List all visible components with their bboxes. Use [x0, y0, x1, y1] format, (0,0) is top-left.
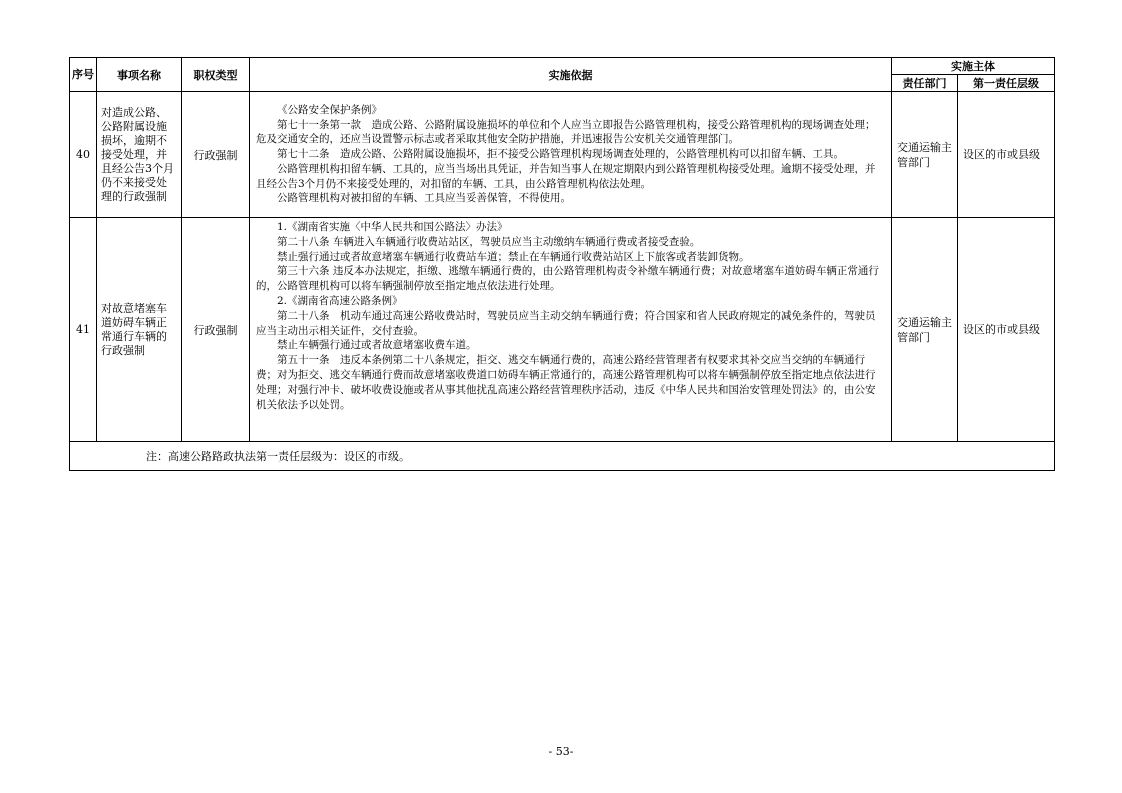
row-item-name: 对造成公路、公路附属设施损坏，逾期不接受处理，并且经公告3个月仍不来接受处理的行政强制 — [97, 92, 182, 218]
basis-paragraph: 公路管理机构对被扣留的车辆、工具应当妥善保管，不得使用。 — [277, 192, 571, 205]
basis-paragraph: 禁止强行通过或者故意堵塞车辆通行收费站车道；禁止在车辆通行收费站站区上下旅客或者装卸货物。 — [277, 250, 750, 263]
header-dept: 责任部门 — [892, 75, 958, 92]
basis-paragraph: 第二十八条 车辆进入车辆通行收费站站区，驾驶员应当主动缴纳车辆通行费或者接受查验。 — [277, 235, 701, 248]
row-level: 设区的市或县级 — [958, 92, 1055, 218]
header-power-type: 职权类型 — [182, 58, 250, 92]
page-number: - 53- — [548, 745, 574, 758]
row-dept: 交通运输主管部门 — [892, 92, 958, 218]
basis-paragraph: 《公路安全保护条例》 — [277, 103, 382, 116]
table-note: 注：高速公路路政执法第一责任层级为：设区的市级。 — [70, 442, 1055, 471]
row-seq: 41 — [70, 218, 97, 442]
basis-paragraph: 1.《湖南省实施〈中华人民共和国公路法〉办法》 — [277, 221, 508, 233]
header-item-name: 事项名称 — [97, 58, 182, 92]
row-basis — [250, 92, 892, 218]
header-subject: 实施主体 — [892, 58, 1055, 75]
row-level: 设区的市或县级 — [958, 218, 1055, 442]
row-power-type: 行政强制 — [182, 218, 250, 442]
basis-paragraph: 第二十八条 机动车通过高速公路收费站时，驾驶员应当主动交纳车辆通行费；符合国家和省人民政府规定的减免条件的，驾驶员应当主动出示相关证件，交付查验。 — [256, 309, 876, 337]
basis-paragraph: 第五十一条 违反本条例第二十八条规定，拒交、逃交车辆通行费的，高速公路经营管理者有权要求其补交应当交纳的车辆通行费；对为拒交、逃交车辆通行费而故意堵塞收费道口妨碍车辆正常通行的，高速公路管理机构可以将车辆强制停放至指定地点依法进行处理；对强行冲卡、破坏收费设施或者从事其他扰乱高速公路经营管理秩序活动，违反《中华人民共和国治安管理处罚法》的，由公安机关依法予以处罚。 — [256, 354, 876, 411]
row-seq: 40 — [70, 92, 97, 218]
header-seq: 序号 — [70, 58, 97, 92]
table-row — [70, 218, 1055, 442]
basis-paragraph: 第三十六条 违反本办法规定，拒缴、逃缴车辆通行费的，由公路管理机构责令补缴车辆通行费；对故意堵塞车道妨碍车辆正常通行的，公路管理机构可以将车辆强制停放至指定地点依法进行处理。 — [256, 265, 879, 293]
row-power-type: 行政强制 — [182, 92, 250, 218]
basis-paragraph: 第七十一条第一款 造成公路、公路附属设施损坏的单位和个人应当立即报告公路管理机构，接受公路管理机构的现场调查处理；危及交通安全的，还应当设置警示标志或者采取其他安全防护措施，并迅速报告公安机关交通管理部门。 — [256, 118, 876, 146]
header-level: 第一责任层级 — [958, 75, 1055, 92]
row-dept: 交通运输主管部门 — [892, 218, 958, 442]
header-basis: 实施依据 — [250, 58, 892, 92]
basis-paragraph: 第七十二条 造成公路、公路附属设施损坏，拒不接受公路管理机构现场调查处理的，公路管理机构可以扣留车辆、工具。 — [277, 148, 844, 161]
basis-paragraph: 禁止车辆强行通过或者故意堵塞收费车道。 — [277, 339, 477, 352]
row-basis — [250, 218, 892, 442]
basis-paragraph: 公路管理机构扣留车辆、工具的，应当当场出具凭证，并告知当事人在规定期限内到公路管理机构接受处理。逾期不接受处理，并且经公告3个月仍不来接受处理的，对扣留的车辆、工具，由公路管理机构依法处理。 — [256, 162, 876, 190]
basis-paragraph: 2.《湖南省高速公路条例》 — [277, 294, 403, 307]
table-row — [70, 92, 1055, 218]
enforcement-table — [69, 57, 1055, 471]
row-item-name: 对故意堵塞车道妨碍车辆正常通行车辆的行政强制 — [97, 218, 182, 442]
